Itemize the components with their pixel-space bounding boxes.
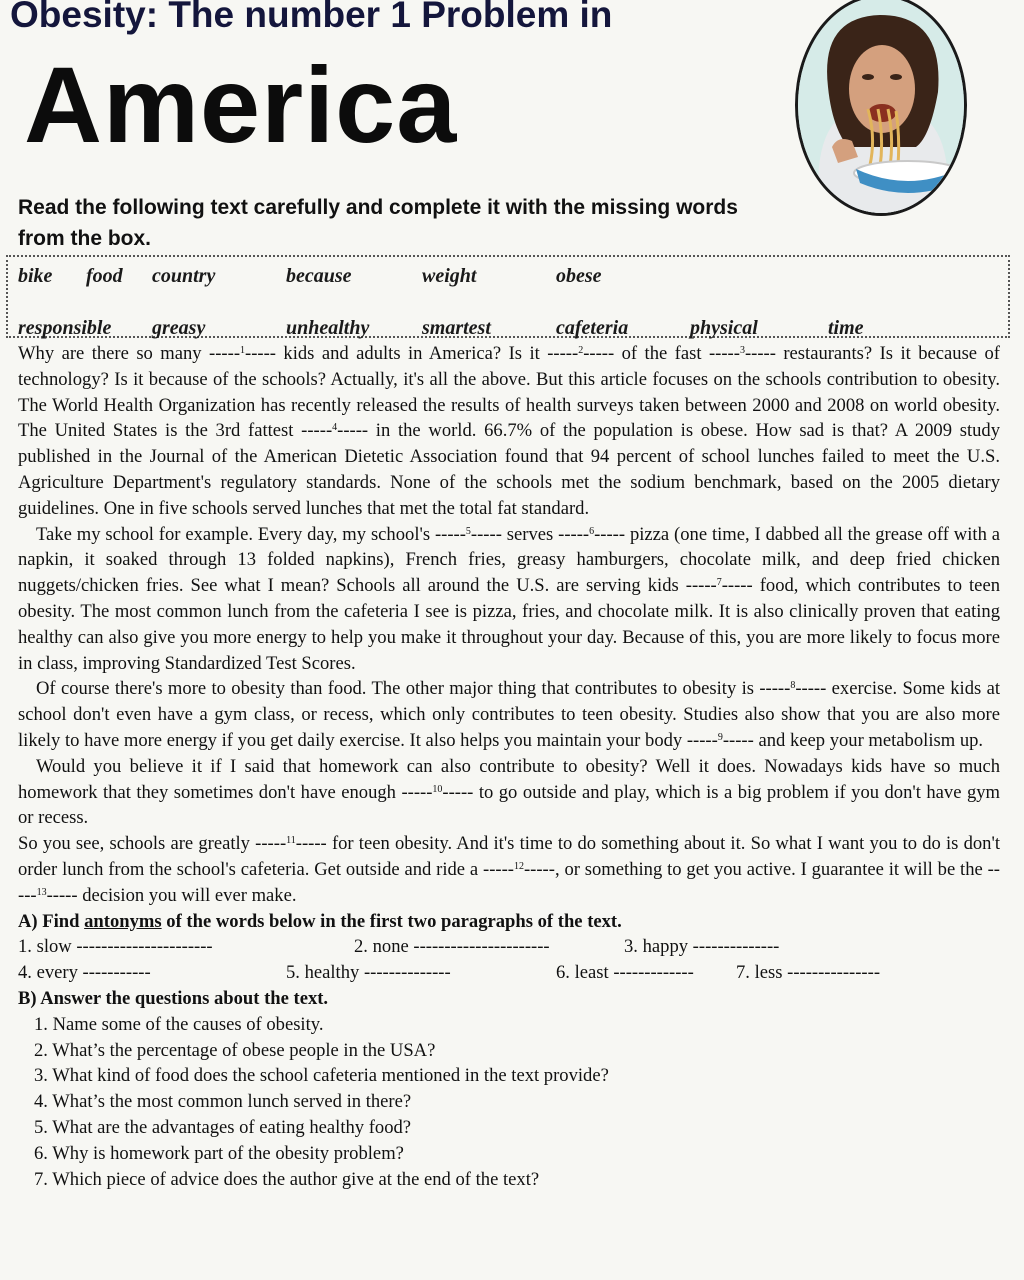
blank-number: 6 bbox=[589, 525, 595, 537]
blank: ----- bbox=[744, 343, 776, 364]
blank-number: 10 bbox=[432, 783, 443, 795]
blank-number: 3 bbox=[739, 345, 745, 356]
blank: ----- bbox=[46, 884, 78, 906]
p1-text: in the world. 66.7% of the population is obese. How sad is that? A 2009 study published in the Journal of the American Dietetic Association found that 94 percent of school lunches failed to meet the U.S. Agriculture Department's regulatory standards. None of the schools met the sodium benchmark, based on the 2005 dietary guidelines. One in five schools served lunches that met the total fat standard. bbox=[18, 420, 1000, 519]
blank: ----- bbox=[434, 523, 466, 545]
blank: ----- bbox=[301, 420, 333, 442]
blank-number: 8 bbox=[790, 680, 796, 692]
paragraph-2 bbox=[18, 522, 1000, 677]
p1-text: of the fast bbox=[614, 343, 709, 364]
blank-number: 11 bbox=[286, 835, 296, 847]
title-line-2: America bbox=[24, 44, 458, 165]
p1-text: Why are there so many bbox=[18, 343, 210, 364]
blank: ----- bbox=[470, 523, 502, 545]
section-a-suffix: of the words below in the first two paragraphs of the text. bbox=[161, 910, 622, 932]
blank: ----- bbox=[209, 343, 241, 364]
blank: ----- bbox=[558, 523, 590, 545]
blank: ----- bbox=[245, 343, 276, 364]
blank: ----- bbox=[583, 343, 615, 364]
section-a-prefix: A) Find bbox=[18, 910, 85, 932]
question-item: 1. Name some of the causes of obesity. bbox=[34, 1013, 324, 1035]
p5-text: , or something to get you active. I guarantee it will be the bbox=[554, 858, 988, 880]
antonym-item: 6. least ------------- bbox=[556, 962, 694, 984]
p2-text: pizza (one time, I dabbed all the grease off with a napkin, it soaked through 13 folded napkins), French fries, greasy hamburgers, chocolate milk, and deep fried chicken nuggets/chicken fries. See what I mean? Schools all around the U.S. are serving kids bbox=[18, 523, 1000, 597]
question-item: 3. What kind of food does the school cafeteria mentioned in the text provide? bbox=[34, 1065, 609, 1087]
blank: ----- bbox=[18, 858, 1000, 906]
question-item: 5. What are the advantages of eating healthy food? bbox=[34, 1116, 412, 1138]
word-time: time bbox=[828, 317, 864, 339]
instructions: Read the following text carefully and complete it with the missing words from the box. bbox=[18, 196, 738, 250]
word-because: because bbox=[286, 265, 352, 287]
p2-text: Take my school for example. Every day, my school's bbox=[36, 523, 435, 545]
word-country: country bbox=[152, 265, 216, 287]
word-food: food bbox=[86, 265, 123, 287]
antonym-row-1 bbox=[18, 934, 1000, 960]
blank: ----- bbox=[686, 729, 718, 751]
antonym-item: 1. slow ---------------------- bbox=[18, 936, 213, 958]
blank-number: 5 bbox=[465, 525, 471, 537]
blank-number: 7 bbox=[716, 577, 722, 589]
paragraph-3 bbox=[18, 676, 1000, 753]
blank-number: 13 bbox=[36, 886, 47, 898]
p1-text: kids and adults in America? Is it bbox=[275, 343, 548, 364]
word-greasy: greasy bbox=[152, 317, 206, 339]
p3-text: and keep your metabolism up. bbox=[753, 729, 984, 751]
p3-text: Of course there's more to obesity than food. The other major thing that contributes to obesity is bbox=[36, 678, 760, 700]
antonym-item: 2. none ---------------------- bbox=[354, 936, 550, 958]
antonym-item: 7. less --------------- bbox=[736, 962, 881, 984]
blank: ----- bbox=[483, 858, 514, 880]
word-responsible: responsible bbox=[18, 317, 112, 339]
blank-number: 1 bbox=[240, 345, 246, 356]
blank-number: 2 bbox=[578, 345, 584, 356]
blank: ----- bbox=[594, 523, 626, 545]
blank-number: 12 bbox=[513, 860, 524, 872]
word-box bbox=[6, 255, 1010, 338]
question-item: 4. What’s the most common lunch served in there? bbox=[34, 1091, 412, 1113]
p2-text: serves bbox=[501, 523, 559, 545]
blank: ----- bbox=[708, 343, 740, 364]
blank: ----- bbox=[721, 575, 753, 597]
blank: ----- bbox=[523, 858, 555, 880]
blank-number: 4 bbox=[332, 422, 338, 434]
blank: ----- bbox=[295, 833, 327, 855]
blank: ----- bbox=[722, 729, 754, 751]
blank: ----- bbox=[442, 781, 474, 803]
reading-text bbox=[18, 341, 1000, 1192]
section-b-heading: B) Answer the questions about the text. bbox=[18, 987, 329, 1009]
paragraph-4 bbox=[18, 754, 1000, 831]
word-bike: bike bbox=[18, 265, 53, 287]
question-item: 7. Which piece of advice does the author give at the end of the text? bbox=[34, 1168, 540, 1190]
question-item: 6. Why is homework part of the obesity problem? bbox=[34, 1142, 404, 1164]
p1-text: restaurants? Is it because of technology? Is it because of the schools? Actually, it's all the above. But this article focuses on the schools contribution to obesity. The World Health Organization has recently released the results of health surveys taken between 2000 and 2008 on world obesity. The United States is the 3rd fattest bbox=[18, 343, 1000, 442]
woman-eating-spaghetti-image bbox=[795, 0, 967, 216]
blank: ----- bbox=[401, 781, 433, 803]
blank: ----- bbox=[255, 833, 287, 855]
title-line-1: Obesity: The number 1 Problem in bbox=[10, 0, 613, 35]
paragraph-1 bbox=[18, 341, 1000, 522]
blank: ----- bbox=[759, 678, 791, 700]
word-smartest: smartest bbox=[422, 317, 491, 339]
section-a-heading bbox=[18, 909, 1000, 935]
word-unhealthy: unhealthy bbox=[286, 317, 370, 339]
paragraph-5 bbox=[18, 831, 1000, 908]
p5-text: So you see, schools are greatly bbox=[18, 833, 256, 855]
word-obese: obese bbox=[556, 265, 602, 287]
antonym-row-2 bbox=[18, 960, 1000, 986]
p3-text: exercise. Some kids at school don't even have a gym class, or recess, which only contributes to teen obesity. Studies also show that you are also more likely to have more energy if you get daily exercise. It also helps you maintain your body bbox=[18, 678, 1001, 751]
section-a-keyword: antonyms bbox=[84, 910, 162, 932]
p4-text: Would you believe it if I said that homework can also contribute to obesity? Well it does. Nowadays kids have so much homework that they sometimes don't have enough bbox=[18, 755, 1000, 803]
antonym-item: 3. happy -------------- bbox=[624, 936, 780, 958]
p5-text: for teen obesity. And it's time to do something about it. So what I want you to do is don't order lunch from the school's cafeteria. Get outside and ride a bbox=[18, 833, 1000, 880]
blank: ----- bbox=[685, 575, 717, 597]
p2-text: food, which contributes to teen obesity. The most common lunch from the cafeteria I see is pizza, fries, and chocolate milk. It is also clinically proven that eating healthy can also give you more energy to help you make it throughout your day. Because of this, you are more likely to focus more in class, improving Standardized Test Scores. bbox=[18, 575, 1000, 674]
blank: ----- bbox=[795, 678, 827, 700]
p4-text: to go outside and play, which is a big problem if you don't have gym or recess. bbox=[18, 781, 1000, 829]
p5-text: decision you will ever make. bbox=[77, 884, 297, 906]
antonym-item: 5. healthy -------------- bbox=[286, 962, 451, 984]
question-item: 2. What’s the percentage of obese people in the USA? bbox=[34, 1039, 436, 1061]
blank: ----- bbox=[337, 420, 369, 442]
antonym-item: 4. every ----------- bbox=[18, 962, 151, 984]
word-weight: weight bbox=[422, 265, 477, 287]
blank: ----- bbox=[547, 343, 579, 364]
word-cafeteria: cafeteria bbox=[556, 317, 629, 339]
word-physical: physical bbox=[690, 317, 758, 339]
blank-number: 9 bbox=[717, 731, 723, 743]
